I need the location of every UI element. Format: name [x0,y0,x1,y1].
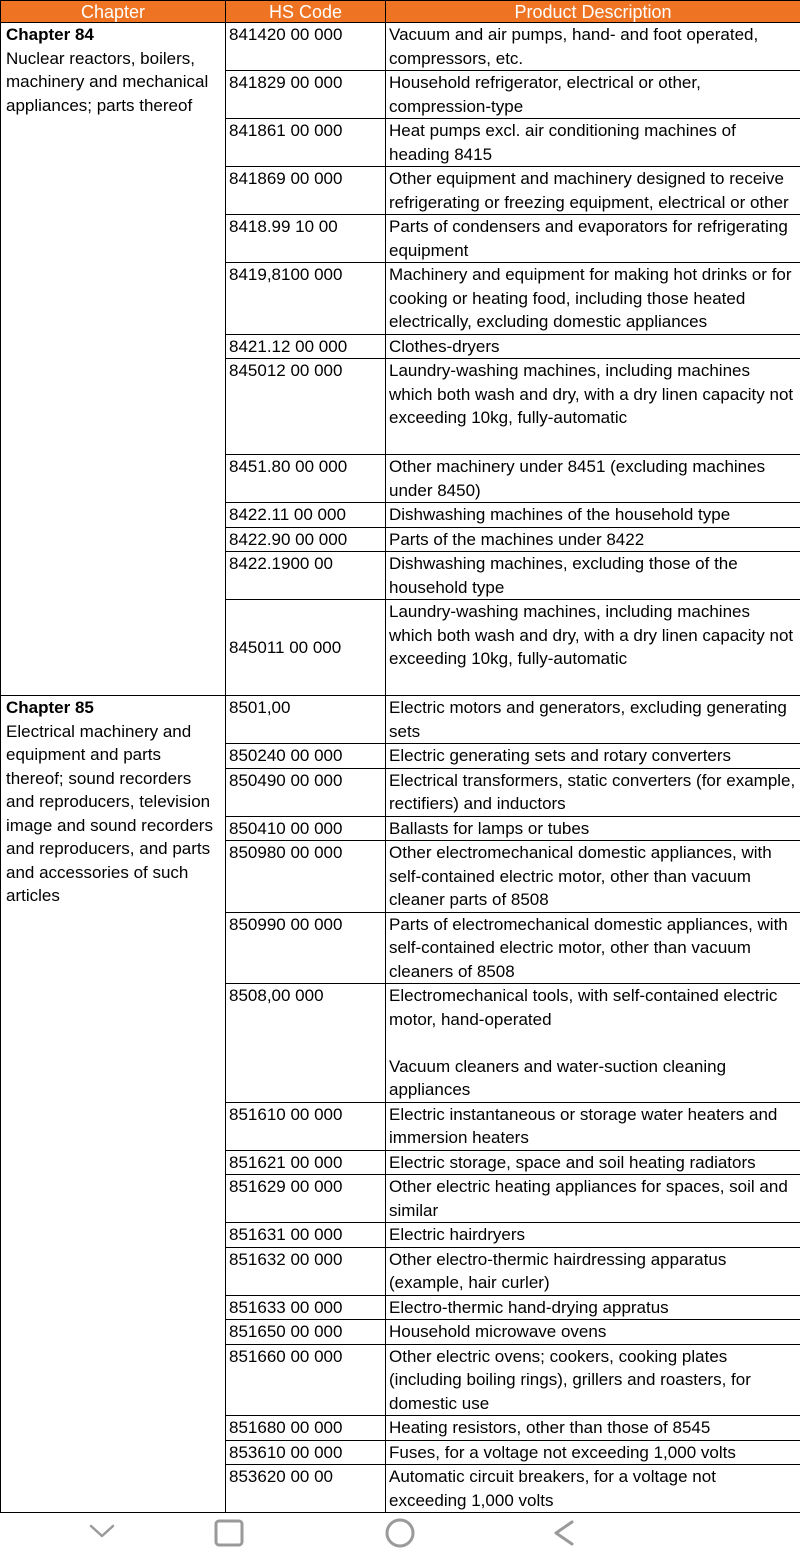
hs-code: 8508,00 000 [226,984,386,1103]
product-description: Fuses, for a voltage not exceeding 1,000 volts [386,1440,800,1465]
hs-code: 845011 00 000 [226,600,386,696]
product-description: Laundry-washing machines, including machines which both wash and dry, with a dry linen capacity not exceeding 10kg, fully-automatic [386,359,800,455]
hs-code: 851629 00 000 [226,1175,386,1223]
hs-code: 853610 00 000 [226,1440,386,1465]
product-description: Electric instantaneous or storage water heaters and immersion heaters [386,1102,800,1150]
hs-code: 850410 00 000 [226,816,386,841]
product-description: Other electro-thermic hairdressing apparatus (example, hair curler) [386,1247,800,1295]
product-description: Parts of the machines under 8422 [386,527,800,552]
hs-code: 850990 00 000 [226,912,386,984]
chapter-title: Chapter 84 [6,25,94,44]
hs-code: 841829 00 000 [226,71,386,119]
hs-code: 851650 00 000 [226,1320,386,1345]
chevron-down-icon[interactable] [88,1522,116,1540]
chapter-description: Electrical machinery and equipment and parts thereof; sound recorders and reproducers, television image and sound recorders and reproducers, and parts and accessories of such articles [6,721,213,905]
hs-code: 850490 00 000 [226,768,386,816]
hs-code: 8422.1900 00 [226,552,386,600]
product-description: Ballasts for lamps or tubes [386,816,800,841]
header-hs-code: HS Code [226,1,386,23]
hs-code: 8422.11 00 000 [226,503,386,528]
product-description: Electro-thermic hand-drying appratus [386,1295,800,1320]
product-description: Machinery and equipment for making hot drinks or for cooking or heating food, including those heated electrically, excluding domestic appliances [386,263,800,335]
product-description: Other electromechanical domestic appliances, with self-contained electric motor, other than vacuum cleaner parts of 8508 [386,841,800,913]
hs-code: 841861 00 000 [226,119,386,167]
hs-code: 851621 00 000 [226,1150,386,1175]
product-description: Electric generating sets and rotary converters [386,744,800,769]
table-row [1,23,800,71]
product-description-line: Electromechanical tools, with self-contained electric motor, hand-operated [389,986,778,1029]
hs-code: 845012 00 000 [226,359,386,455]
header-chapter: Chapter [1,1,226,23]
navigation-bar [0,1512,800,1554]
product-description: Other machinery under 8451 (excluding machines under 8450) [386,455,800,503]
table-header-row [1,1,800,23]
product-description: Electric storage, space and soil heating radiators [386,1150,800,1175]
product-description [386,984,800,1103]
hs-code: 8451.80 00 000 [226,455,386,503]
hs-code: 8421.12 00 000 [226,334,386,359]
chapter-title: Chapter 85 [6,698,94,717]
home-icon[interactable] [382,1516,418,1550]
product-description: Laundry-washing machines, including machines which both wash and dry, with a dry linen capacity not exceeding 10kg, fully-automatic [386,600,800,696]
hs-code: 850980 00 000 [226,841,386,913]
hs-code: 851631 00 000 [226,1223,386,1248]
chapter-85-cell [1,696,226,1513]
product-description: Electrical transformers, static converters (for example, rectifiers) and inductors [386,768,800,816]
product-description: Heating resistors, other than those of 8545 [386,1416,800,1441]
chapter-description: Nuclear reactors, boilers, machinery and mechanical appliances; parts thereof [6,48,209,115]
product-description: Other equipment and machinery designed to receive refrigerating or freezing equipment, electrical or other [386,167,800,215]
hs-code: 8419,8100 000 [226,263,386,335]
hs-code: 8418.99 10 00 [226,215,386,263]
product-description: Parts of condensers and evaporators for refrigerating equipment [386,215,800,263]
hs-code: 8422.90 00 000 [226,527,386,552]
hs-code: 851660 00 000 [226,1344,386,1416]
header-product-description: Product Description [386,1,800,23]
hs-code: 851632 00 000 [226,1247,386,1295]
hs-code: 853620 00 00 [226,1465,386,1513]
product-description: Other electric ovens; cookers, cooking plates (including boiling rings), grillers and roasters, for domestic use [386,1344,800,1416]
hs-code: 850240 00 000 [226,744,386,769]
back-icon[interactable] [548,1518,582,1548]
hs-code: 851680 00 000 [226,1416,386,1441]
table-row [1,696,800,744]
product-description: Other electric heating appliances for spaces, soil and similar [386,1175,800,1223]
hs-code: 841869 00 000 [226,167,386,215]
product-description: Parts of electromechanical domestic appliances, with self-contained electric motor, other than vacuum cleaners of 8508 [386,912,800,984]
recent-apps-icon[interactable] [212,1518,246,1548]
product-description: Dishwashing machines of the household type [386,503,800,528]
hs-code: 851610 00 000 [226,1102,386,1150]
product-description: Automatic circuit breakers, for a voltage not exceeding 1,000 volts [386,1465,800,1513]
product-description: Clothes-dryers [386,334,800,359]
product-description: Heat pumps excl. air conditioning machines of heading 8415 [386,119,800,167]
product-description: Electric hairdryers [386,1223,800,1248]
hs-code: 851633 00 000 [226,1295,386,1320]
hs-code: 841420 00 000 [226,23,386,71]
product-description: Household refrigerator, electrical or other, compression-type [386,71,800,119]
product-description: Vacuum and air pumps, hand- and foot operated, compressors, etc. [386,23,800,71]
product-description: Electric motors and generators, excluding generating sets [386,696,800,744]
product-description-line: Vacuum cleaners and water-suction cleaning appliances [389,1056,727,1099]
hs-code: 8501,00 [226,696,386,744]
chapter-84-cell [1,23,226,696]
product-description: Dishwashing machines, excluding those of the household type [386,552,800,600]
product-description: Household microwave ovens [386,1320,800,1345]
